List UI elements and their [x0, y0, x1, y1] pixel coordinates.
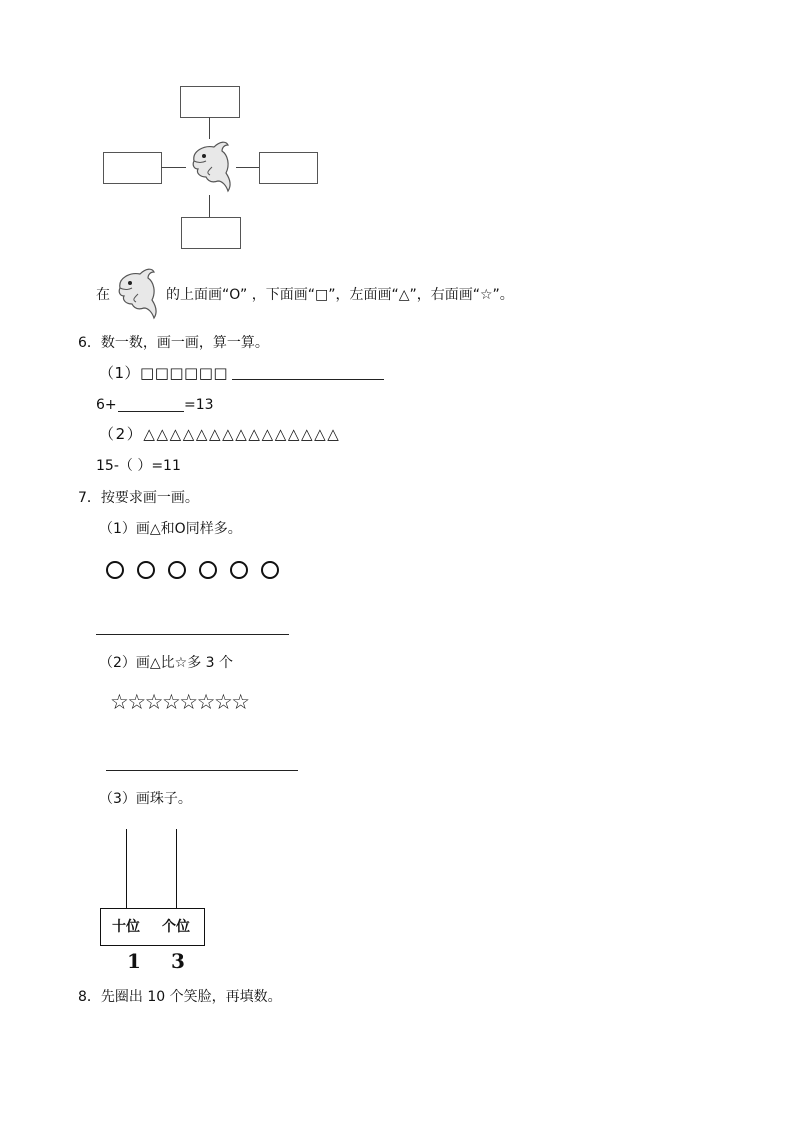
q6-eq1-right: =13: [184, 397, 214, 413]
q6-eq1-blank[interactable]: [118, 411, 184, 412]
q6-part2-label: （2）△△△△△△△△△△△△△△△: [99, 425, 341, 443]
circle-shape: [261, 561, 279, 579]
connector-bottom: [209, 195, 210, 217]
q7-part2-label: （2）画△比☆多 3 个: [99, 655, 234, 671]
connector-left: [161, 167, 186, 168]
left-answer-box[interactable]: [103, 152, 162, 184]
star-row: ☆☆☆☆☆☆☆☆: [110, 690, 249, 714]
right-answer-box[interactable]: [259, 152, 318, 184]
q6-part1-blank[interactable]: [232, 379, 384, 380]
top-answer-box[interactable]: [180, 86, 240, 118]
q6-eq2[interactable]: 15-（ ）=11: [96, 458, 181, 474]
instruction-prefix: 在: [96, 287, 110, 303]
circle-shape: [137, 561, 155, 579]
circle-shape: [106, 561, 124, 579]
q6-eq1-left: 6+: [96, 397, 117, 413]
ones-digit: 3: [171, 949, 185, 973]
ones-place-label: 个位: [162, 919, 190, 935]
circle-shape: [230, 561, 248, 579]
connector-top: [209, 117, 210, 139]
circle-row: [106, 561, 292, 583]
q7-part2-answer-line[interactable]: [106, 770, 298, 771]
q8-title: 8．先圈出 10 个笑脸，再填数。: [78, 989, 282, 1005]
connector-right: [236, 167, 259, 168]
q7-part1-answer-line[interactable]: [96, 634, 289, 635]
bottom-answer-box[interactable]: [181, 217, 241, 249]
circle-shape: [168, 561, 186, 579]
tens-digit: 1: [127, 949, 141, 973]
dolphin-icon: [186, 139, 236, 193]
instruction-text: 的上面画“O” ，下面画“□”，左面画“△”，右面画“☆”。: [166, 287, 514, 303]
q7-part3-label: （3）画珠子。: [99, 791, 192, 807]
tens-place-label: 十位: [112, 919, 140, 935]
tens-rod[interactable]: [126, 829, 127, 909]
q6-title: 6．数一数，画一画，算一算。: [78, 335, 269, 351]
ones-rod[interactable]: [176, 829, 177, 909]
dolphin-icon: [112, 266, 162, 320]
q7-title: 7．按要求画一画。: [78, 490, 199, 506]
q7-part1-label: （1）画△和O同样多。: [99, 521, 242, 537]
q6-part1-label: （1）□□□□□□: [99, 364, 229, 382]
circle-shape: [199, 561, 217, 579]
